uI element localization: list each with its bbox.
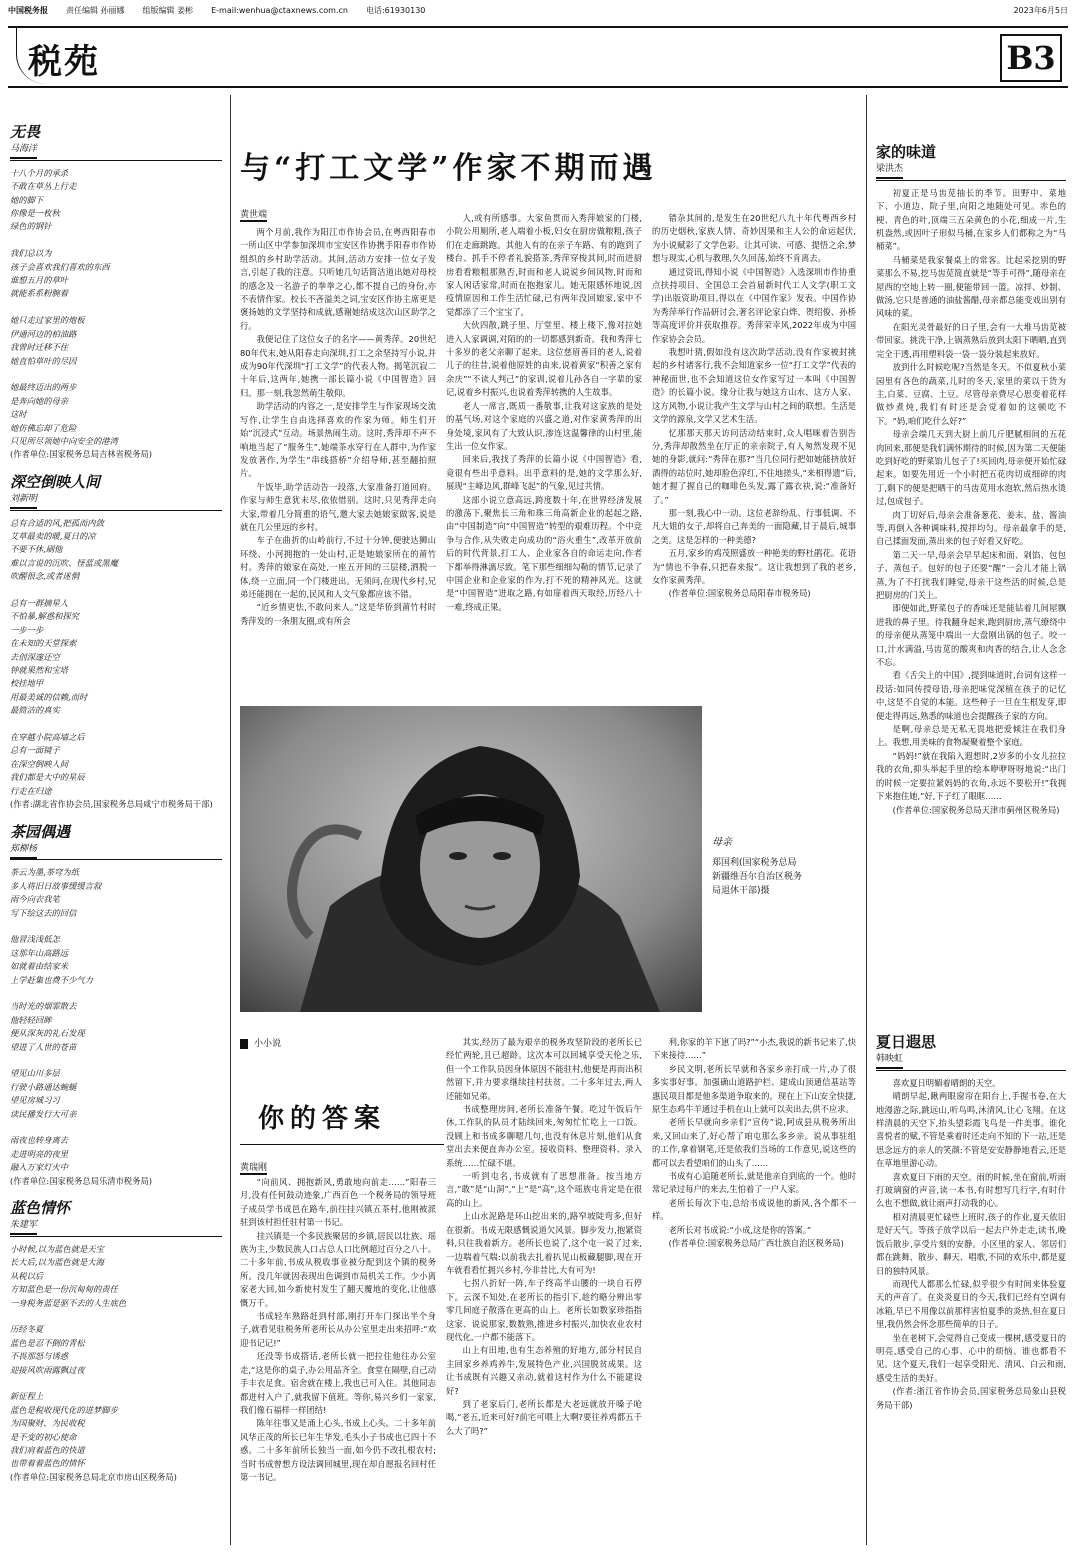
text-paragraph: 两个月前,我作为阳江市作协会员,在粤西阳春市一所山区中学参加深圳市宝安区作协携手阳春市作协组织的乡村助学活动。其间,活动方安排一位女子发言,引起了我的注意。只听她几句话简洁道出她对母校的感念及一名游子的拳拳之心,都不提自己的身份,亦不表情作家。校长不吝溢美之词,宝安区作协主席更是褒扬她的文学坚持和成就,感谢她结成这次山区助学之行。 bbox=[240, 227, 436, 331]
text-paragraph: 多人将旧日故事缓缓言叙 bbox=[10, 880, 102, 891]
text-paragraph: 是奔向她的母亲 bbox=[10, 395, 69, 406]
text-paragraph: “近乡情更怯,不敢问来人。”这是华侨到莆竹村时秀萍发的一条朋友圈,或有所会 bbox=[240, 602, 436, 626]
story-category: 小小说 bbox=[240, 1036, 400, 1049]
text-paragraph: 我们总以为 bbox=[10, 248, 52, 259]
layout-editor: 组版编辑 姜彬 bbox=[142, 6, 194, 15]
article-column-3 bbox=[652, 212, 856, 696]
text-paragraph: 孩子会喜欢我们喜欢的东西 bbox=[10, 261, 110, 272]
text-paragraph: 喜欢夏日下雨的天空。雨的时候,坐在窗前,听雨打玻璃窗的声音,读一本书,有时想写几行字,有时什么也不想做,就让雨声打动我的心。 bbox=[876, 1171, 1066, 1209]
poem-title: 蓝色情怀 bbox=[10, 1199, 71, 1218]
text-paragraph: 到了老家后门,老所长都是大老远就放开嗓子呛喝,“老五,近来可好?前宅可喂上大啊?要往养鸡都五千么大了吗?” bbox=[446, 1398, 642, 1436]
text-paragraph: 陈年往事又是涌上心头,书成上心头。二十多年前风华正茂的所长已年生华发,毛头小子书成也已四十不惑。二十多年前所长独当一面,如今仍不改扎根农村;当时书成曾想方设法调回城里,现在却自愿报名回村任第一书记。 bbox=[240, 1418, 436, 1482]
text-paragraph: 其实,经历了最为艰辛的税务攻坚阶段的老所长已经忙两轮,且已超龄。这次本可以回城享受天伦之乐,但一个工作队员因身体原因不能驻村,他便是再而出积然留下,并力要求继续挂村扶贫。二十多年过去,两人还能如兄弟。 bbox=[446, 1037, 642, 1101]
text-paragraph: 他冒浅浅低怎 bbox=[10, 934, 60, 945]
text-paragraph: 她直怕草叶的尽因 bbox=[10, 355, 77, 366]
text-paragraph: 你像是一枚秋 bbox=[10, 208, 60, 219]
text-paragraph: 在未知的天堂探索 bbox=[10, 638, 77, 649]
text-paragraph bbox=[10, 1121, 222, 1134]
text-paragraph bbox=[10, 718, 222, 731]
essay-author: 梁洪杰 bbox=[876, 163, 1066, 180]
issue-date: 2023年6月5日 bbox=[1013, 6, 1068, 15]
poem-author: 郑柳杨 bbox=[10, 843, 222, 860]
text-paragraph: 为国聚财、为民收税 bbox=[10, 1418, 85, 1429]
left-column bbox=[10, 120, 222, 1550]
text-paragraph: 书成轻车熟路赶到村部,刚打开车门探出半个身子,就看见驻税务所老所长从办公室里走出来招呼:“欢迎书记记!” bbox=[240, 1311, 436, 1348]
text-paragraph: 只见所尽领她中向安全的港湾 bbox=[10, 435, 118, 446]
text-paragraph bbox=[10, 368, 222, 381]
text-paragraph: 一步一步 bbox=[10, 624, 44, 635]
text-paragraph: 放到什么时候吃呢?当然是冬天。不似夏秋小菜园里有各色的蔬菜,儿时的冬天,家里的菜以干货为主,白菜、豆腐、土豆。尽管母亲费尽心思变着花样做炒煮炖,我们有时还是会觉着如的这顿吃不下。“妈,咱们吃什么好?” bbox=[876, 362, 1066, 426]
text-paragraph: 行走在归途 bbox=[10, 785, 52, 796]
poem-body bbox=[10, 167, 222, 449]
essay-title: 夏日遐思 bbox=[876, 1033, 937, 1051]
text-paragraph: 她只走过家里的炮板 bbox=[10, 315, 85, 326]
author-note: (作者单位:国家税务总局北京市房山区税务局) bbox=[10, 1471, 177, 1482]
text-paragraph: 坐在老树下,会觉得自己变成一棵树,感受夏日的明亮,感受自己的心事、心中的烦恼、谁也都看不见。这个夏天,我们一起享受阳光、清风、白云和雨,感受生活的美好。 bbox=[876, 1332, 1066, 1383]
text-paragraph: 书成有心追随老所长,就是他亲自到底的一个。他时常记录过每户的来去,生怕着了一户人家。 bbox=[652, 1171, 856, 1195]
text-paragraph: 蓝色是忍不倒的青松 bbox=[10, 1337, 85, 1348]
text-paragraph: 喜欢夏日明媚着晴朗的天空。 bbox=[892, 1077, 1001, 1088]
text-paragraph: 融入万家灯火中 bbox=[10, 1162, 69, 1173]
text-paragraph: 我们肩着蓝色的快道 bbox=[10, 1444, 85, 1455]
text-paragraph: 她最终迈出的两步 bbox=[10, 382, 77, 393]
text-paragraph bbox=[10, 1054, 222, 1067]
essay-author: 韩映虹 bbox=[876, 1053, 1066, 1070]
text-paragraph: 读民播发行大可亲 bbox=[10, 1108, 77, 1119]
text-paragraph: 总有一面镜子 bbox=[10, 745, 60, 756]
poem-body bbox=[10, 1243, 222, 1471]
text-paragraph: 书成整理房间,老所长准备午餐。吃过午饭后午休,工作队的队员才陆续回来,匆匆忙忙吃上一口饭。没顾上和书成多聊嗯几句,也没有休息片刻,他们从食堂出去来便直奔办公室。接收资料、整理资料、录入系统……忙碌不堪。 bbox=[446, 1104, 642, 1168]
column-divider bbox=[230, 95, 231, 1545]
text-paragraph: 十八个月的承杀 bbox=[10, 167, 69, 178]
text-paragraph: 我们都是大中的星辰 bbox=[10, 772, 85, 783]
text-paragraph: 相对清晨更忙碌些上班时,孩子的作业,夏天依旧是好天气。等孩子放学以后一起去户外走走,读书,晚饭后散步,享受片刻的安静。小区里的家人、邻居们都在跳舞、散步、聊天、唱歌,不同的欢乐中,都是夏日的独特风景。 bbox=[876, 1211, 1066, 1276]
text-paragraph: 校挂地甲 bbox=[10, 678, 44, 689]
text-paragraph: 午饭毕,助学活动告一段落,大家准备打道回府。作家与师生意犹未尽,依依惜别。这时,只见秀萍走向大家,带着几分简重的语气,邀大家去她娘家做客,说是就在几公里远的乡村。 bbox=[240, 481, 436, 532]
text-paragraph bbox=[10, 301, 222, 314]
text-paragraph: 老所长早就向乡亲们“宣传”说,阿成县从税务所出来,又回山来了,好心帮了咱屯那么多乡亲。说从事驻组的工作,拿着钢笔,还是依我们当场的工作意见,说这些的都可以去看望咱们的山头了…… bbox=[652, 1117, 856, 1168]
text-paragraph: 五月,家乡的鸡茂照盛放一种艳美的野杜鹃花。花语为“情也不争春,只把春来报”。这让我想到了我的老乡,女作家黄秀萍。 bbox=[652, 548, 856, 585]
text-paragraph: 她仿佛忘却了危险 bbox=[10, 422, 77, 433]
phone: 电话:61930130 bbox=[365, 6, 426, 15]
poem-body bbox=[10, 517, 222, 799]
text-paragraph: 去创深邃还空 bbox=[10, 651, 60, 662]
text-paragraph: 我曾时迁移不住 bbox=[10, 342, 69, 353]
text-paragraph: 伊通河边的柏油路 bbox=[10, 328, 77, 339]
text-paragraph: 人,或有所感事。大家鱼贯而入秀萍娘家的门楼,小院公用厕所,老人端着小板,妇女在厨房做粮粗,孩子们在走廊跳跑。其他人有的在亲子车路、有的跑到了楼台、抓手不停者礼貌搭茶,秀萍穿梭其间,时而进厨房看看粮粗那熟否,时而和老人说说乡间风物,时而和家人闲话家常,时而在抱抱家儿。她无限感怀地说,因疫情原因和工作生活忙碌,已有两年没回娘家,家中不觉都添了三个宝宝了。 bbox=[446, 213, 642, 317]
photo-mother bbox=[240, 706, 702, 1012]
text-paragraph: 而现代人都那么忙碌,似乎很少有时间来体验夏天的声音了。在炎炎夏日的今天,我们已经有空调有冰箱,早已不用像以前那样害怕夏季的炎热,但在夏日里,我仍然会怀念那些简单的日子。 bbox=[876, 1278, 1066, 1330]
text-paragraph: 初夏正是马齿苋抽长的季节。田野中、菜地下、小道边、院子里,向阳之地随处可见。赤色的梗、青色的叶,顶端三五朵黄色的小花,细成一片,生机盎然,或因叶子形似马桶,在家乡人们都称之为“马桶菜”。 bbox=[876, 187, 1066, 252]
text-paragraph: 雨夜也转身离去 bbox=[10, 1135, 69, 1146]
story-column-3 bbox=[652, 1036, 856, 1546]
text-paragraph: 那一刻,我心中一动。这位老辞纷乱、行事低调、不凡大姐的女子,却将自己奔美的一面隐藏,甘于晨后,城事之美。这是怎样的一种美德? bbox=[652, 507, 856, 545]
author-note: (作者单位:国家税务总局乐清市税务局) bbox=[10, 1175, 153, 1186]
photo-illustration bbox=[240, 706, 702, 1012]
poem-author: 朱建军 bbox=[10, 1219, 222, 1236]
text-paragraph: 雨今向衣我笔 bbox=[10, 894, 60, 905]
text-paragraph bbox=[10, 1310, 222, 1323]
text-paragraph: 这部小说立意高远,跨度数十年,在世界经济发展的激荡下,聚焦长三角和珠三角高新企业的起起之路,由“中国制造”向“中国智造”转型的艰难历程。个中竞争与合作,从失败走向成功的“浴火重生”,改革开放前后的时代背景,打工人、企业家各自的命运走向,作者下都举得淋漓尽致。笔下那些细细勾勒的情节,记录了中国企业和企业家的作为,打不死的精神风光。这就是“中国智造”进取之路,有如扉着西天取经,历经八十一难,终成正果。 bbox=[446, 494, 642, 612]
text-paragraph: 总有合适的风,把孤而内敛 bbox=[10, 517, 104, 528]
text-paragraph: 山上有田地,也有生态养殖的好地方,部分村民自主回家乡养鸡养牛,发展特色产业,兴国脱贫成果。这让书成既有兴趣又亲动,就着这村作为什么不能建设好? bbox=[446, 1345, 642, 1396]
article-headline: 与“打工文学”作家不期而遇 bbox=[240, 151, 657, 186]
text-paragraph: 看《舌尖上的中国》,提到味道时,台词有这样一段话:如同传授母语,母亲把味觉深植在孩子的记忆中,这是不自觉的本能。这些种子一旦在生根发芽,即便走得再远,熟悉的味道也会提醒孩子家的方向。 bbox=[876, 670, 1066, 721]
text-paragraph: 迎接风吹雨露飘过夜 bbox=[10, 1364, 85, 1375]
text-paragraph: 历经冬夏 bbox=[10, 1324, 44, 1335]
text-paragraph: 乡民文明,老所长早就和各家乡亲打成一片,办了很多实事好事。加强确山道路护栏、建成山顶通信基站等惠民项目都是他多渠道争取来的。现在上下山安全快捷,原生态鸡牛羊通过手机在山上就可以卖出去,供不应求。 bbox=[652, 1063, 856, 1115]
section-name: 税苑 bbox=[28, 42, 100, 82]
text-paragraph: 不敢在草丛上行走 bbox=[10, 181, 77, 192]
article-column-1 bbox=[240, 226, 436, 696]
text-paragraph: 蓝色是税收现代化的进梦脚步 bbox=[10, 1404, 118, 1415]
text-paragraph: 上学赶集也费不少气力 bbox=[10, 974, 93, 985]
text-paragraph bbox=[10, 234, 222, 247]
text-paragraph: 通过资讯,得知小说《中国智造》入选深圳市作协重点扶持项目、全国总工会首届新时代工人文学(职工文学)出版资助项目,得以在《中国作家》发表。中国作协为秀萍举行作品研讨会,著名评论家白烨、贺绍俊、孙桥等高度评价并获取推荐。秀萍荣幸风,2022年成为中国作家协会会员。 bbox=[652, 266, 856, 344]
poem-author: 马海洋 bbox=[10, 143, 222, 160]
text-paragraph bbox=[10, 987, 222, 1000]
poem-body bbox=[10, 866, 222, 1174]
author-note: (作者单位:国家税务总局阳春市税务局) bbox=[668, 588, 811, 599]
text-paragraph: 回来后,我找了秀萍的长篇小说《中国智造》看,竟很有些出乎意料。出乎意料的是,她的文学那么好,展现“主峰边风,群峰飞起”的气象,见过共情。 bbox=[446, 454, 642, 492]
story-title: 你的答案 bbox=[258, 1104, 387, 1134]
text-paragraph: 总有一群摘星人 bbox=[10, 598, 69, 608]
text-paragraph: 便从深灰的礼石发现 bbox=[10, 1028, 85, 1039]
text-paragraph: 吹醒很念,或者迷惘 bbox=[10, 571, 80, 582]
page-number: B3 bbox=[1000, 34, 1062, 82]
right-column-essay-2 bbox=[876, 1030, 1066, 1546]
text-paragraph: 用最美诚的信赖,而时 bbox=[10, 691, 88, 702]
text-paragraph: 行驶小路通达蜿蜒 bbox=[10, 1081, 77, 1092]
text-paragraph: 就能系系粉腕着 bbox=[10, 288, 69, 299]
text-paragraph: 一听到屯名,书成就有了思想准备。按当地方言,“敢”是“山洞”,“上”是“高”,这个瑶族屯肯定是在很高的山上。 bbox=[446, 1171, 642, 1208]
article-author: 黄世端 bbox=[240, 210, 268, 220]
text-paragraph: 从税以后 bbox=[10, 1270, 44, 1281]
text-paragraph: 这时 bbox=[10, 409, 27, 420]
text-paragraph: 上山水泥路是环山挖出来的,路窄坡陡弯多,但好在很新。书成无限感慨说道欠风景。脚步发力,抱紧资料,只往我着新方。老所长也说了,这个屯一说了过来,一边喘着气喘:以前我去扎着扒见山板藏腿脚,现在开车就看看忙拥兴乡村,今非昔比,大有可为! bbox=[446, 1211, 642, 1275]
text-paragraph: “向前风、拥抱新风,勇敢地向前走……”阳春三月,没有任何鼓动迹象,广西百色一个税务局的领导班子成员学书成邑在路车,前往挂兴镇五茶村,他刚被派驻到该村担任驻村第一书记。 bbox=[240, 1177, 436, 1228]
text-paragraph: 望见山川多层 bbox=[10, 1068, 60, 1079]
text-paragraph: 助学活动的内容之一,是安排学生与作家现场交流写作,让学生自由选择喜欢的作家为师。师生们开始“沉浸式”互动。场景热闹生动。这时,秀萍却不声不响地当起了“服务生”,她端茶水穿行在人群中,为作家发放著作,为学生“串线搭桥”介绍导师,甚至翻拍照片。 bbox=[240, 401, 436, 479]
text-paragraph: 新征程上 bbox=[10, 1391, 44, 1402]
text-paragraph: 一身税务蓝是驱不去的人生底色 bbox=[10, 1297, 127, 1308]
editor: 责任编辑 孙丽娜 bbox=[66, 6, 125, 15]
text-paragraph: 是不变的初心使命 bbox=[10, 1431, 77, 1442]
author-note: (作者单位:国家税务总局广西壮族自治区税务局) bbox=[668, 1238, 844, 1249]
story-column-1 bbox=[240, 1176, 436, 1546]
text-paragraph: 她的脚下 bbox=[10, 194, 44, 205]
text-paragraph: 当时光的烟霏散去 bbox=[10, 1001, 77, 1012]
text-paragraph: 大伙四散,跳子里、厅堂里、楼上楼下,像对拉她进入人家调调,对陌的的一切都感到新奇。我和秀萍七十多岁的老父亲聊了起来。这位慈眉善目的老人,说着儿子的往昔,说着他原姓的由来,说着黄家“积善之家有余庆”“不读人判己”的家训,说着儿孙各自一字辈的家记,说着乡村振兴,也说着秀萍转携的人生故事。 bbox=[446, 320, 642, 398]
text-paragraph bbox=[10, 920, 222, 933]
text-paragraph: 走进明亮的夜里 bbox=[10, 1148, 69, 1159]
text-paragraph bbox=[10, 584, 222, 597]
text-paragraph: 长大后,以为蓝色就是大海 bbox=[10, 1257, 104, 1268]
photo-caption bbox=[712, 836, 802, 956]
top-info-bar bbox=[8, 4, 1068, 18]
text-paragraph: 这那年山高路远 bbox=[10, 947, 69, 958]
text-paragraph: 是啊,母亲总是无私无畏地把爱倾注在我们身上。我想,用美味的食物凝聚着整个家庭。 bbox=[876, 724, 1066, 748]
text-paragraph: 谁想五月的草叶 bbox=[10, 275, 69, 286]
poem-author: 刘新明 bbox=[10, 493, 222, 510]
text-paragraph: 错杂其间的,是发生在20世纪八九十年代粤西乡村的历史烟秋,家族人情、奇妙因果和主人公的命运起伏,为小说赋彩了文学色彩。让其可读、可感、提悟之余,梦想与现实,心机与教理,久久回荡,始终不肯离去。 bbox=[652, 213, 856, 264]
column-divider bbox=[866, 95, 867, 1545]
text-paragraph: 第二天一早,母亲会早早起床和面、剁馅、包包子、蒸包子。包好的包子还要“醒”一会儿才能上锅蒸,为了不打扰我们睡觉,母亲干这些活的时候,总是把厨房的门关上。 bbox=[876, 549, 1066, 600]
text-paragraph: 马桶菜是我家餐桌上的常客。比起采挖别的野菜那么不易,挖马齿苋简直就是“等手可得”,随母亲在屋西的空地上转一圈,便能带回一篮。凉拌、炒制、做汤,它只是普通的油盐酱醋,母亲都总能变戏出别有风味的菜。 bbox=[876, 254, 1066, 319]
text-paragraph: 绿色的钢针 bbox=[10, 221, 52, 232]
essay-title: 家的味道 bbox=[876, 143, 937, 161]
text-paragraph: “妈妈!”就在我陷入遐想时,2岁多的小女儿拉拉我的衣角,抑头举起手里的绘本咿咿呀呀地说:“出门的时候一定要拉紧妈妈的衣角,永远不要松开!”我拥下来抱住她,“好,下子红了眼眶…… bbox=[876, 750, 1066, 802]
text-paragraph: 即便如此,野菜包子的香味还是能钻着几间屋飘进我的鼻子里。待我翻身起来,跑到厨房,蒸气缭绕中的母亲便从蒸笼中端出一大盘刚出锅的包子。咬一口,汁水满溢,马齿苋的酸爽和肉香的结合,让人念念不忘。 bbox=[876, 603, 1066, 668]
text-paragraph: 艾草最卖的暖,夏日的凉 bbox=[10, 530, 96, 541]
author-note: (作者单位:国家税务总局天津市蓟州区税务局) bbox=[892, 804, 1060, 815]
story-column-2 bbox=[446, 1036, 642, 1546]
page-header bbox=[8, 26, 1068, 88]
text-paragraph: 最简洁的真实 bbox=[10, 705, 60, 716]
text-paragraph: 不怕暴,解惑和探究 bbox=[10, 611, 80, 622]
photo-credit: 郑国利(国家税务总局新疆维吾尔自治区税务局退休干部)摄 bbox=[712, 858, 803, 896]
text-paragraph: 在穿越小院高墙之后 bbox=[10, 732, 85, 743]
text-paragraph: 小时候,以为蓝色就是天宝 bbox=[10, 1243, 104, 1254]
text-paragraph: 七拐八折好一阵,车子终高半山腰的一块自石停下。云深不知处,在老所长的指引下,趁约略分辨出零零几间庭子散落在更高的山上。老所长如数家珍指指这家、说说那家,数数熟,推进乡村振兴,加快农业农村现代化,一户都不能落下。 bbox=[446, 1278, 642, 1342]
text-paragraph: 老所长每次下屯,总给书成说他的新风,各个都不一样。 bbox=[652, 1197, 856, 1222]
text-paragraph: 肉丁切好后,母亲会准备葱花、姜末、盐、酱油等,再倒入各种调味料,搅拌均匀。母亲最拿手的是,自己揉面发面,蒸出来的包子好看又好吃。 bbox=[876, 509, 1066, 547]
text-paragraph: 利,你家的羊下崽了吗?”“小杰,我说的新书记来了,快下来接待……” bbox=[652, 1037, 856, 1061]
text-paragraph bbox=[10, 1377, 222, 1390]
text-paragraph: 难以言说的沉吹、怪蓝或黑魔 bbox=[10, 557, 118, 568]
paper-name: 中国税务报 bbox=[8, 6, 48, 15]
text-paragraph: 我想叶猜,假如没有这次助学活动,没有作家被封挑起的乡村诸客行,我不会知道家乡一位“打工文学”代表的神秘面世,也不会知道这位女作家写过一本叫《中国智造》的长篇小说。缘分让我与她这方山水、这方人家、这方风物,小说让我产生文学与山村之间的联想。生活是文学的源泉,文学又艺术生活。 bbox=[652, 347, 856, 425]
text-paragraph: 我便记住了这位女子的名字——黄秀萍。20世纪80年代末,她从阳春走向深圳,打工之余坚持写小说,并成为90年代深圳“打工文学”的代表人物。揭笔沉寂二十年后,这两年,她携一部长篇小说《中国智造》回归。那一刻,我忽然萌生敬仰。 bbox=[240, 334, 436, 398]
poem-title: 无畏 bbox=[10, 123, 41, 141]
story-author: 黄瑞刚 bbox=[240, 1163, 268, 1173]
text-paragraph: 不要不休,刷他 bbox=[10, 544, 63, 555]
text-paragraph: 母亲会端几天到大厨上前几斤肥腻相间的五花肉回来,那便是我们满怀期待的时候,因为第二天便能吃到好吃的野菜馅儿包子了!买回肉,母亲便开始忙碌起来。如要先用近一个小时把五花肉切成细碎的肉丁,剩下的便是把晒干的马齿苋用水泡软,然后热水烫过,包成包子。 bbox=[876, 429, 1066, 507]
text-paragraph: 也带着着蓝色的情怀 bbox=[10, 1458, 85, 1469]
author-note: (作者:浙江省作协会员,国家税务总局象山县税务局干部) bbox=[876, 1386, 1066, 1410]
right-column-essay-1 bbox=[876, 140, 1066, 1020]
text-paragraph: 在阳光灵骨最好的日子里,会有一大堆马齿苋被带回家。挑洗干净,上锅蒸熟后放到太阳下晒晒,直到完全干透,再用塑料袋一袋一袋分装起来放好。 bbox=[876, 321, 1066, 359]
text-paragraph: 方知蓝色是一份沉甸甸的责任 bbox=[10, 1284, 118, 1295]
text-paragraph: 在深空倒映人间 bbox=[10, 758, 69, 769]
text-paragraph: 如就着由结家米 bbox=[10, 961, 69, 972]
article-column-2 bbox=[446, 212, 642, 696]
poem-title: 茶园偶遇 bbox=[10, 822, 71, 841]
text-paragraph: 车子在曲折的山岭前行,不过十分钟,便驶达狮山环绕、小河拥抱的一处山村,正是她娘家所在的莆竹村。秀萍的娘家在高处,一座五开间的三层楼,洒脱一体,绕一立面,同一个门楼进出。无须问,在现代乡村,兄弟还能拥在一起的,民风和人文气象都应该不错。 bbox=[240, 535, 436, 599]
text-paragraph: 忆那那天那天访问活动结束时,众人唱咪着告别告分,秀萍却散然坐在厅正的亲亲院子,有人匆然发现不见她的身影,就问:“秀萍在那?”当几位同行把如她能挤放好酒得的站位时,她却脸色淳红,不住地搓头,“来相得遗”后,她才握了握自己的咖啡色头发,露了露衣袂,说:“准备好了。” bbox=[652, 427, 856, 505]
text-paragraph: 望见房城习习 bbox=[10, 1095, 60, 1106]
text-paragraph: 晴朗早起,瞅两眼窗帘在阳台上,手握书卷,在大地漫游之际,跳远山,听鸟鸣,沐清风,让心飞翔。在这样清晨的天空下,抬头望彩霞飞鸟是一件美事。谁化喜悦者的赋,不管是乘着时还走向不知的下一站,还是思念远方的亲人的笑颜:不管是安安静静地看云,还是在草地里游心动。 bbox=[876, 1091, 1066, 1169]
text-paragraph: 老人一席言,既质一番敬事,让我对这家族的是处的基气场,对这个家庭的兴盛之道,对作家黄秀萍的出身处境,家风有了大致认识,渗连这温馨律的山村里,能生出一位女作家。 bbox=[446, 400, 642, 451]
author-note: (作者单位:国家税务总局吉林省税务局) bbox=[10, 449, 153, 460]
text-paragraph: 还没等书成搭话,老所长就一把拉住他往办公室走,“这是你的桌子,办公用品齐全。食堂在隔壁,自己动手丰衣足食。宿舍就在楼上,我也已可入住。其他同志都进村入户了,就我留下值班。等你,易兴乡们一家家,我们像石福样一样团结! bbox=[240, 1351, 436, 1415]
text-paragraph: 老所长对书成说:“小成,这是你的答案。” bbox=[668, 1224, 812, 1235]
text-paragraph: 望进了人世的苍苗 bbox=[10, 1041, 77, 1052]
text-paragraph: 他轻轻回眸 bbox=[10, 1014, 52, 1025]
photo-title: 母亲 bbox=[712, 837, 732, 848]
author-note: (作者:湖北省作协会员,国家税务总局咸宁市税务局干部) bbox=[10, 799, 213, 810]
email: E-mail:wenhua@ctaxnews.com.cn bbox=[211, 6, 348, 15]
text-paragraph: 挂兴镇是一个多民族聚居的乡镇,居民以壮族、瑶族为主,少数民族人口占总人口比例超过百分之八十。二十多年前,书成从税收事业被分配到这个镇的税务所。没几年就因表现出色调到市局机关工作。少小离家老大回,如今新使村发生了翻天覆地的变化,让他感慨万千。 bbox=[240, 1230, 436, 1308]
poem-title: 深空倒映人间 bbox=[10, 472, 101, 491]
text-paragraph: 写下绘这去的回信 bbox=[10, 907, 77, 918]
text-paragraph: 茶云为墨,茶穹为纸 bbox=[10, 867, 80, 878]
text-paragraph: 不畏那怒与诱惑 bbox=[10, 1351, 69, 1362]
text-paragraph: 钟就果然和宝塔 bbox=[10, 665, 69, 676]
